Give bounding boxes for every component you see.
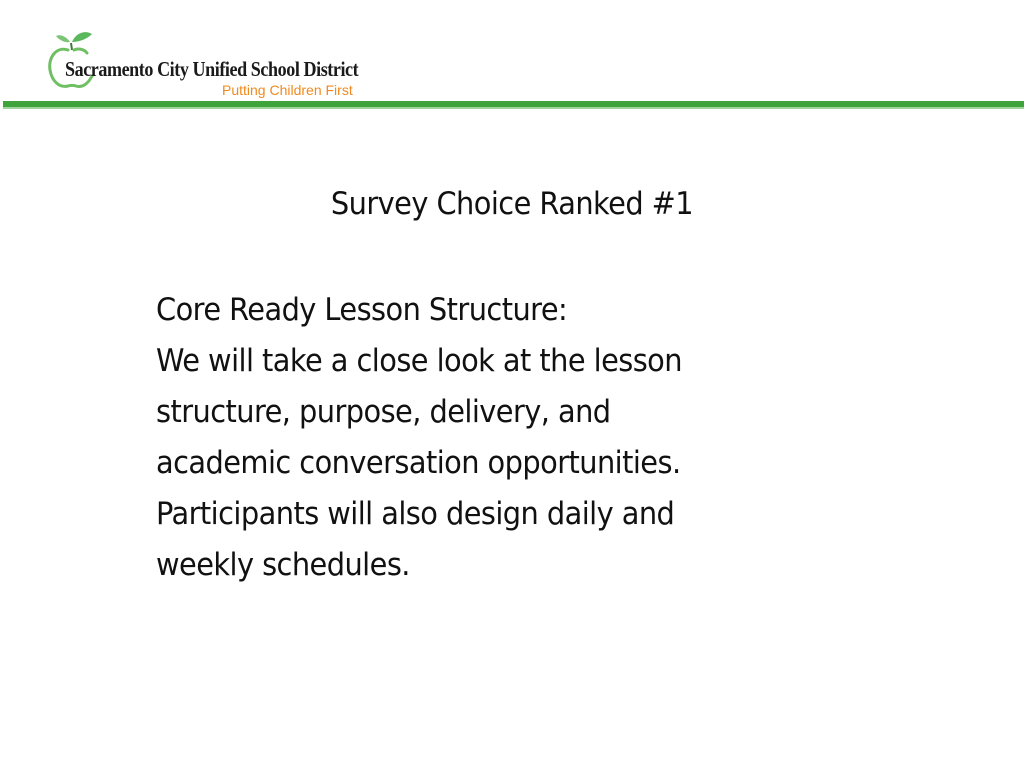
body-line: structure, purpose, delivery, and (156, 394, 611, 430)
body-line: academic conversation opportunities. (156, 445, 681, 481)
body-line: weekly schedules. (156, 547, 410, 583)
slide-title: Survey Choice Ranked #1 (330, 186, 694, 222)
header-divider-shadow (3, 107, 1024, 109)
district-tagline: Putting Children First (222, 82, 353, 98)
slide-body (156, 285, 919, 591)
district-logo (46, 28, 386, 100)
body-line: We will take a close look at the lesson (156, 343, 682, 379)
body-line: Core Ready Lesson Structure: (156, 292, 568, 328)
body-line: Participants will also design daily and (156, 496, 675, 532)
district-name: Sacramento City Unified School District (65, 57, 359, 81)
